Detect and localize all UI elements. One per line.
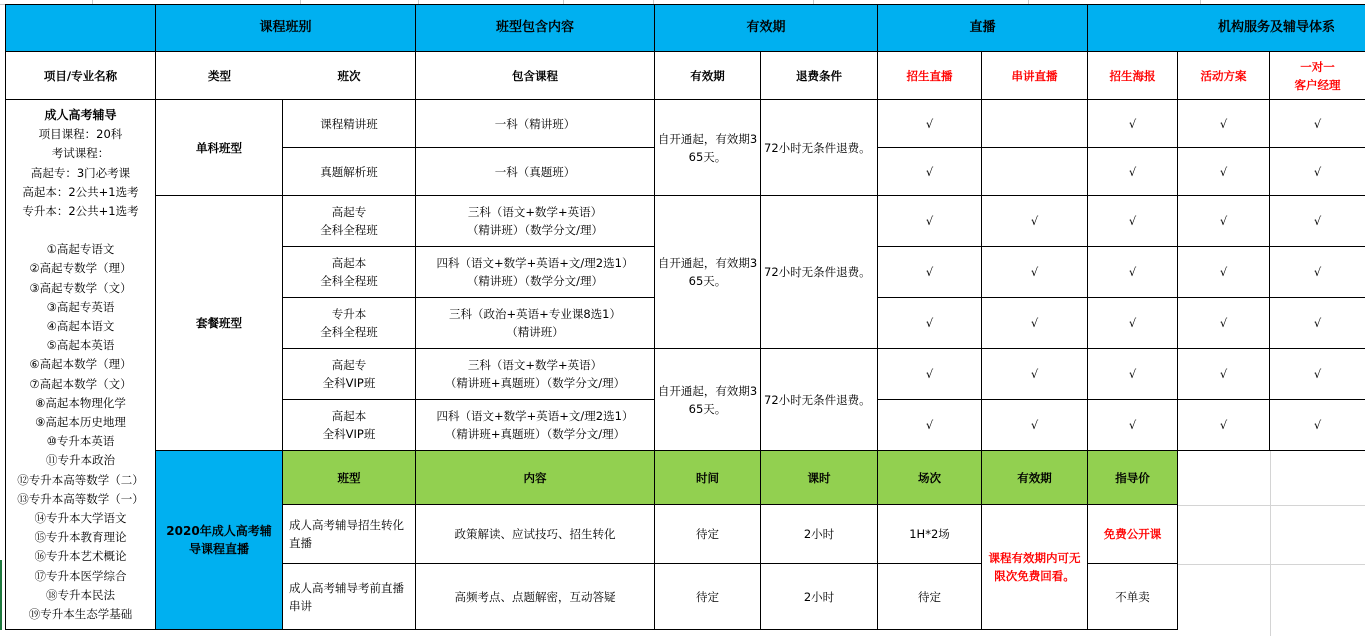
checkmark-cell[interactable] — [1178, 148, 1270, 196]
live-header-class[interactable]: 班型 — [283, 451, 416, 505]
class-cell-line: 高起本 — [331, 409, 367, 423]
check-icon: √ — [1030, 316, 1039, 330]
check-icon: √ — [1219, 367, 1228, 381]
courses-cell-line: （精讲班） — [506, 325, 564, 339]
refund-vip[interactable]: 72小时无条件退费。 — [761, 349, 878, 451]
subject-item: ⑨高起本历史地理 — [35, 415, 126, 430]
check-icon: √ — [1313, 265, 1322, 279]
project-line: 高起专：3门必考课 — [30, 165, 131, 180]
live-header-time[interactable]: 时间 — [655, 451, 761, 505]
class-cell[interactable] — [283, 400, 416, 451]
subject-item: ⑭专升本大学语文 — [34, 511, 127, 526]
validity-full[interactable]: 自开通起，有效期365天。 — [655, 196, 761, 349]
header-blank[interactable] — [5, 4, 156, 52]
courses-cell[interactable] — [416, 349, 655, 400]
project-line: 高起本：2公共+1选考 — [22, 184, 139, 199]
live-row-2-price[interactable]: 不单卖 — [1088, 564, 1178, 630]
check-icon: √ — [1128, 367, 1137, 381]
check-icon: √ — [1128, 418, 1137, 432]
courses-cell-line: 四科（语文+数学+英语+文/理2选1） — [436, 409, 634, 423]
class-cell-line: 真题解析班 — [320, 164, 378, 179]
checkmark-cell[interactable] — [1270, 400, 1365, 451]
check-icon: √ — [1030, 214, 1039, 228]
checkmark-cell[interactable] — [982, 247, 1088, 298]
class-cell[interactable] — [283, 148, 416, 196]
live-row-1-price[interactable]: 免费公开课 — [1088, 505, 1178, 564]
live-row-2-class[interactable]: 成人高考辅导考前直播串讲 — [283, 564, 416, 630]
checkmark-cell[interactable] — [1178, 349, 1270, 400]
checkmark-cell[interactable] — [1270, 196, 1365, 247]
subject-item: ⑤高起本英语 — [46, 338, 115, 353]
live-header-price[interactable]: 指导价 — [1088, 451, 1178, 505]
subheader-project[interactable]: 项目/专业名称 — [5, 52, 156, 100]
check-icon: √ — [1128, 214, 1137, 228]
check-icon: √ — [925, 418, 934, 432]
header-validity[interactable]: 有效期 — [655, 4, 878, 52]
check-icon: √ — [1219, 116, 1228, 131]
live-section-title[interactable]: 2020年成人高考辅导课程直播 — [156, 451, 283, 630]
subheader-type[interactable]: 类型 — [156, 52, 283, 100]
live-header-content[interactable]: 内容 — [416, 451, 655, 505]
class-cell[interactable] — [283, 247, 416, 298]
checkmark-cell[interactable] — [982, 349, 1088, 400]
live-row-2-sessions[interactable]: 待定 — [878, 564, 982, 630]
subject-item: ②高起专数学（理） — [29, 261, 132, 276]
check-icon: √ — [1313, 418, 1322, 432]
subject-item: ⑱专升本民法 — [46, 587, 115, 602]
class-cell[interactable] — [283, 100, 416, 148]
check-icon: √ — [1219, 265, 1228, 279]
check-icon: √ — [1219, 164, 1228, 179]
subject-item: ①高起专语文 — [46, 242, 115, 257]
check-icon: √ — [1030, 265, 1039, 279]
subject-item: ⑦高起本数学（文） — [29, 376, 132, 391]
refund-single[interactable]: 72小时无条件退费。 — [761, 100, 878, 196]
checkmark-cell[interactable] — [1270, 100, 1365, 148]
row-selection-indicator — [0, 560, 2, 630]
checkmark-cell[interactable] — [982, 196, 1088, 247]
class-cell-line: 全科全程班 — [320, 325, 378, 339]
subheader-class[interactable]: 班次 — [283, 52, 416, 100]
courses-cell[interactable] — [416, 400, 655, 451]
checkmark-cell[interactable] — [1178, 400, 1270, 451]
project-line: 项目课程：20科 — [38, 127, 123, 142]
checkmark-cell[interactable] — [878, 349, 982, 400]
empty-gridline — [1178, 564, 1365, 565]
subject-item: ③高起专英语 — [46, 299, 115, 314]
checkmark-cell[interactable] — [982, 100, 1088, 148]
check-icon: √ — [1128, 265, 1137, 279]
subheader-validity[interactable]: 有效期 — [655, 52, 761, 100]
checkmark-cell[interactable] — [878, 100, 982, 148]
subheader-live-lecture[interactable]: 串讲直播 — [982, 52, 1088, 100]
check-icon: √ — [1313, 116, 1322, 131]
courses-cell-line: （精讲班+真题班）（数学分文/理） — [444, 427, 626, 441]
subject-item: ⑧高起本物理化学 — [35, 395, 126, 410]
subject-item: ⑩专升本英语 — [46, 434, 115, 449]
subheader-manager-line2: 客户经理 — [1294, 77, 1341, 92]
checkmark-cell[interactable] — [982, 298, 1088, 349]
class-cell-line: 全科全程班 — [320, 223, 378, 237]
class-cell-line: 全科VIP班 — [322, 427, 376, 441]
checkmark-cell[interactable] — [1178, 247, 1270, 298]
check-icon: √ — [1030, 418, 1039, 432]
courses-cell-line: 三科（政治+英语+专业课8选1） — [449, 307, 621, 321]
live-header-sessions[interactable]: 场次 — [878, 451, 982, 505]
empty-gridline — [1178, 505, 1365, 506]
live-row-2-content[interactable]: 高频考点、点题解密，互动答疑 — [416, 564, 655, 630]
subject-item: ⑫专升本高等数学（二） — [17, 472, 144, 487]
header-live[interactable]: 直播 — [878, 4, 1088, 52]
group-package[interactable]: 套餐班型 — [156, 196, 283, 451]
checkmark-cell[interactable] — [1088, 148, 1178, 196]
header-services-label: 机构服务及辅导体系 — [1217, 20, 1335, 35]
live-row-1-class[interactable]: 成人高考辅导招生转化直播 — [283, 505, 416, 564]
class-cell-line: 全科全程班 — [320, 274, 378, 288]
checkmark-cell[interactable] — [878, 148, 982, 196]
class-cell[interactable] — [283, 196, 416, 247]
check-icon: √ — [1030, 367, 1039, 381]
spacer — [6, 221, 155, 240]
subject-item: ⑰专升本医学综合 — [34, 568, 127, 583]
class-cell[interactable] — [283, 349, 416, 400]
checkmark-cell[interactable] — [878, 196, 982, 247]
checkmark-cell[interactable] — [878, 298, 982, 349]
check-icon: √ — [925, 164, 934, 179]
class-cell-line: 全科VIP班 — [322, 376, 376, 390]
refund-full[interactable]: 72小时无条件退费。 — [761, 196, 878, 349]
courses-cell[interactable] — [416, 100, 655, 148]
courses-cell[interactable] — [416, 247, 655, 298]
check-icon: √ — [1219, 214, 1228, 228]
group-single[interactable]: 单科班型 — [156, 100, 283, 196]
live-row-1-sessions[interactable]: 1H*2场 — [878, 505, 982, 564]
subject-item: ⑬专升本高等数学（一） — [17, 491, 144, 506]
project-line: 考试课程： — [51, 146, 110, 161]
check-icon: √ — [925, 367, 934, 381]
check-icon: √ — [1219, 316, 1228, 330]
subheader-manager[interactable] — [1270, 52, 1365, 100]
courses-cell[interactable] — [416, 196, 655, 247]
courses-cell-line: 一科（精讲班） — [494, 116, 576, 131]
courses-cell-line: 四科（语文+数学+英语+文/理2选1） — [436, 256, 634, 270]
subject-item: ⑯专升本艺术概论 — [34, 549, 127, 564]
class-cell-line: 高起专 — [331, 205, 367, 219]
check-icon: √ — [925, 265, 934, 279]
live-row-1-hours[interactable]: 2小时 — [761, 505, 878, 564]
check-icon: √ — [1128, 316, 1137, 330]
checkmark-cell[interactable] — [1088, 400, 1178, 451]
checkmark-cell[interactable] — [1088, 298, 1178, 349]
checkmark-cell[interactable] — [982, 148, 1088, 196]
class-cell-line: 高起本 — [331, 256, 367, 270]
checkmark-cell[interactable] — [1270, 298, 1365, 349]
subject-item: ③高起专数学（文） — [29, 280, 132, 295]
project-line: 专升本：2公共+1选考 — [22, 204, 139, 219]
check-icon: √ — [1313, 367, 1322, 381]
subheader-poster[interactable]: 招生海报 — [1088, 52, 1178, 100]
live-header-validity[interactable]: 有效期 — [982, 451, 1088, 505]
live-row-1-content[interactable]: 政策解读、应试技巧、招生转化 — [416, 505, 655, 564]
subheader-activity[interactable]: 活动方案 — [1178, 52, 1270, 100]
checkmark-cell[interactable] — [1088, 196, 1178, 247]
courses-cell-line: （精讲班）（数学分文/理） — [466, 274, 604, 288]
subject-item: ④高起本语文 — [46, 319, 115, 334]
checkmark-cell[interactable] — [1178, 298, 1270, 349]
checkmark-cell[interactable] — [878, 247, 982, 298]
header-services[interactable] — [1088, 4, 1365, 52]
checkmark-cell[interactable] — [1270, 349, 1365, 400]
class-cell-line: 高起专 — [331, 358, 367, 372]
checkmark-cell[interactable] — [1088, 349, 1178, 400]
check-icon: √ — [1128, 164, 1137, 179]
subheader-courses[interactable]: 包含课程 — [416, 52, 655, 100]
check-icon: √ — [925, 316, 934, 330]
checkmark-cell[interactable] — [1178, 196, 1270, 247]
checkmark-cell[interactable] — [1270, 247, 1365, 298]
checkmark-cell[interactable] — [1088, 247, 1178, 298]
live-row-2-hours[interactable]: 2小时 — [761, 564, 878, 630]
checkmark-cell[interactable] — [1270, 148, 1365, 196]
live-row-1-time[interactable]: 待定 — [655, 505, 761, 564]
header-content[interactable]: 班型包含内容 — [416, 4, 655, 52]
class-cell-line: 专升本 — [331, 307, 367, 321]
check-icon: √ — [1313, 164, 1322, 179]
check-icon: √ — [1128, 116, 1137, 131]
check-icon: √ — [925, 116, 934, 131]
subject-item: ⑮专升本教育理论 — [34, 530, 127, 545]
class-cell[interactable] — [283, 298, 416, 349]
subject-item: ⑥高起本数学（理） — [29, 357, 132, 372]
check-icon: √ — [1313, 316, 1322, 330]
checkmark-cell[interactable] — [982, 400, 1088, 451]
check-icon: √ — [1219, 418, 1228, 432]
courses-cell-line: （精讲班）（数学分文/理） — [466, 223, 604, 237]
header-course-class[interactable]: 课程班别 — [156, 4, 416, 52]
empty-gridline — [1270, 451, 1271, 636]
project-title: 成人高考辅导 — [44, 108, 117, 122]
live-validity-note[interactable]: 课程有效期内可无限次免费回看。 — [982, 505, 1088, 630]
live-row-2-time[interactable]: 待定 — [655, 564, 761, 630]
check-icon: √ — [925, 214, 934, 228]
subject-list — [6, 240, 155, 624]
class-cell-line: 课程精讲班 — [320, 116, 378, 131]
courses-cell-line: 一科（真题班） — [494, 164, 576, 179]
courses-cell-line: 三科（语文+数学+英语） — [467, 205, 603, 219]
live-header-hours[interactable]: 课时 — [761, 451, 878, 505]
courses-cell[interactable] — [416, 298, 655, 349]
check-icon: √ — [1313, 214, 1322, 228]
subject-item: ⑪专升本政治 — [46, 453, 115, 468]
validity-single[interactable]: 自开通起，有效期365天。 — [655, 100, 761, 196]
courses-cell-line: （精讲班+真题班）（数学分文/理） — [444, 376, 626, 390]
subheader-manager-line1: 一对一 — [1300, 59, 1335, 74]
subheader-refund[interactable]: 退费条件 — [761, 52, 878, 100]
courses-cell-line: 三科（语文+数学+英语） — [467, 358, 603, 372]
subheader-live-recruit[interactable]: 招生直播 — [878, 52, 982, 100]
checkmark-cell[interactable] — [878, 400, 982, 451]
subject-item: ⑲专升本生态学基础 — [28, 607, 133, 622]
courses-cell[interactable] — [416, 148, 655, 196]
checkmark-cell[interactable] — [1088, 100, 1178, 148]
checkmark-cell[interactable] — [1178, 100, 1270, 148]
validity-vip[interactable]: 自开通起，有效期365天。 — [655, 349, 761, 451]
project-description[interactable] — [5, 100, 156, 630]
